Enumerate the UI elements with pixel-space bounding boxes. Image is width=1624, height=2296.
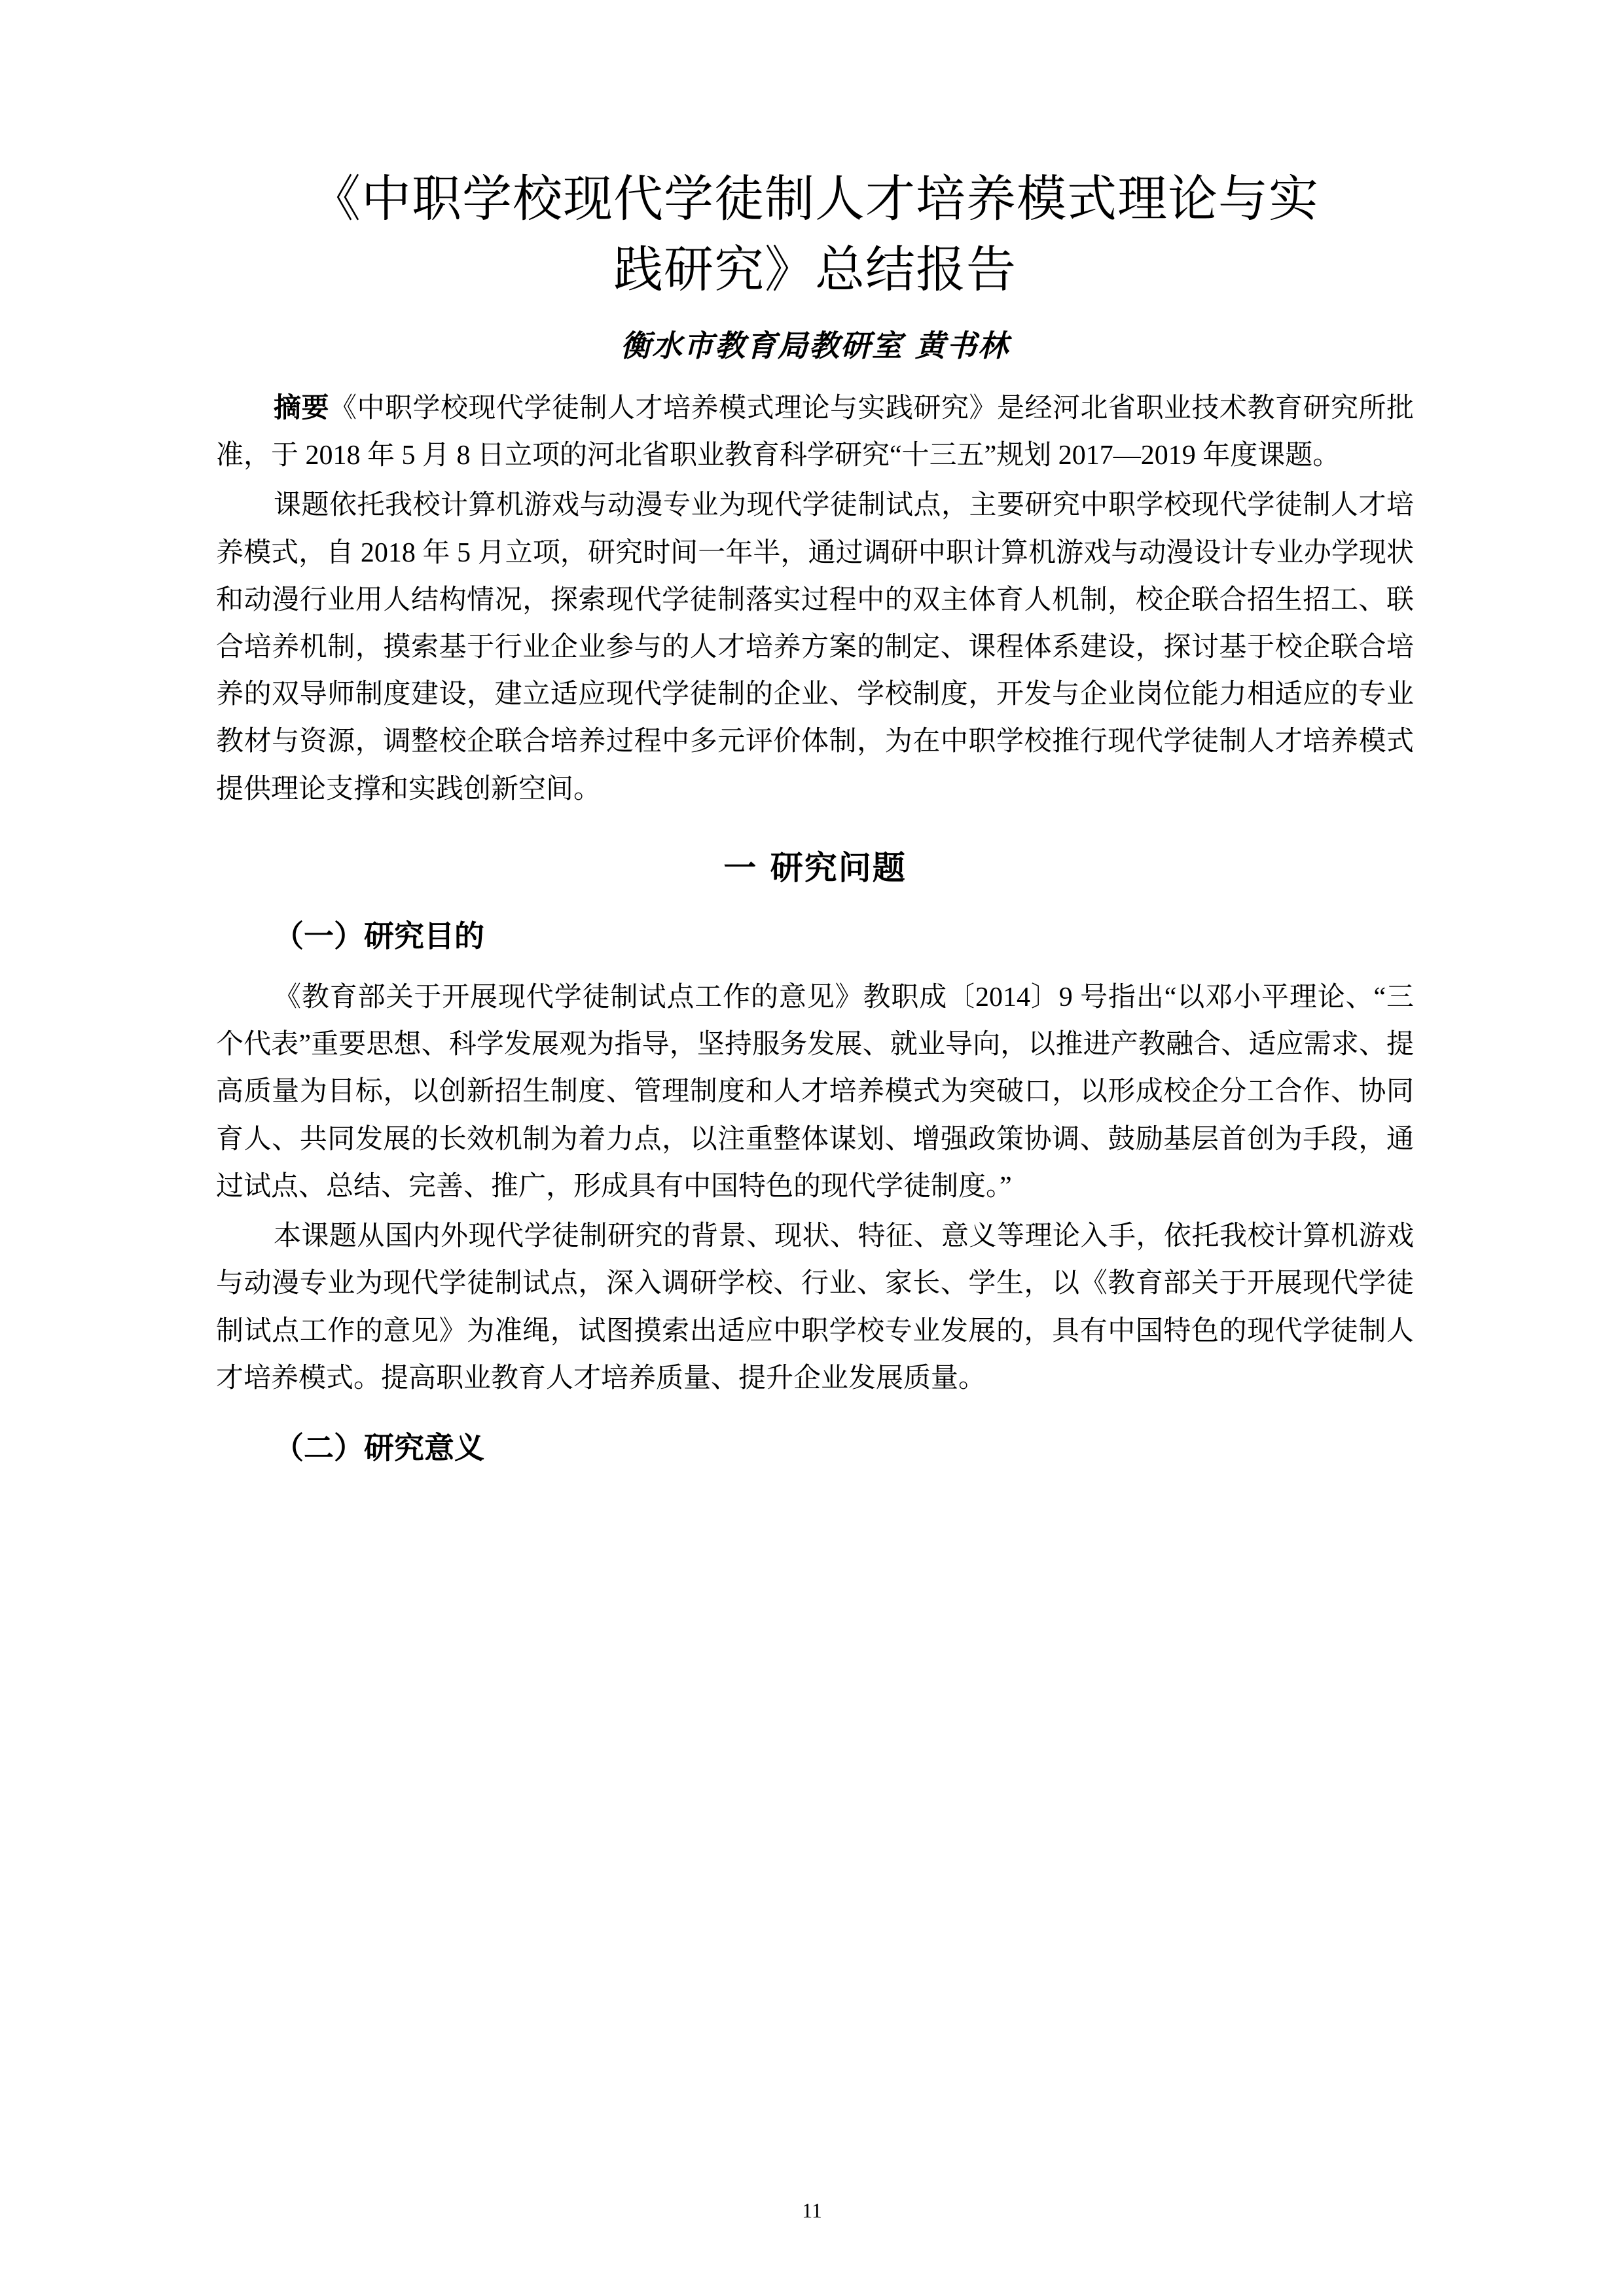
page-title: 《中职学校现代学徒制人才培养模式理论与实践研究》总结报告 [311, 170, 1319, 298]
page-number: 11 [802, 2198, 822, 2222]
document-author: 衡水市教育局教研室 黄书林 [620, 327, 1009, 363]
subsection-heading-1-1: （一）研究目的 [274, 918, 484, 954]
subsection-1-1-paragraph-1: 《教育部关于开展现代学徒制试点工作的意见》教职成〔2014〕9 号指出“以邓小平理论、“三个代表”重要思想、科学发展观为指导，坚持服务发展、就业导向，以推进产教融合、适应需求、提高质量为目标，以创新招生制度、管理制度和人才培养模式为突破口，以形成校企分工合作、协同育人、共同发展的长效机制为着力点，以注重整体谋划、增强政策协调、鼓励基层首创为手段，通过试点、总结、完善、推广，形成具有中国特色的现代学徒制度。” [216, 982, 1414, 1202]
abstract-text: 《中职学校现代学徒制人才培养模式理论与实践研究》是经河北省职业技术教育研究所批准，于 2018 年 5 月 8 日立项的河北省职业教育科学研究“十三五”规划 2017—2019 年度课题。 [216, 393, 1414, 471]
abstract-paragraph [216, 385, 1414, 479]
subsection-1-1-paragraph-2: 本课题从国内外现代学徒制研究的背景、现状、特征、意义等理论入手，依托我校计算机游戏与动漫专业为现代学徒制试点，深入调研学校、行业、家长、学生，以《教育部关于开展现代学徒制试点工作的意见》为准绳，试图摸索出适应中职学校专业发展的，具有中国特色的现代学徒制人才培养模式。提高职业教育人才培养质量、提升企业发展质量。 [216, 1221, 1414, 1393]
subsection-heading-1-2: （二）研究意义 [274, 1430, 484, 1466]
document-body [216, 164, 1414, 1486]
abstract-label: 摘要 [274, 393, 329, 423]
section-heading-1: 一 研究问题 [723, 848, 907, 887]
abstract-paragraph-2: 课题依托我校计算机游戏与动漫专业为现代学徒制试点，主要研究中职学校现代学徒制人才培养模式，自 2018 年 5 月立项，研究时间一年半，通过调研中职计算机游戏与动漫设计专业办学现状和动漫行业用人结构情况，探索现代学徒制落实过程中的双主体育人机制，校企联合招生招工、联合培养机制，摸索基于行业企业参与的人才培养方案的制定、课程体系建设，探讨基于校企联合培养的双导师制度建设，建立适应现代学徒制的企业、学校制度，开发与企业岗位能力相适应的专业教材与资源，调整校企联合培养过程中多元评价体制，为在中职学校推行现代学徒制人才培养模式提供理论支撑和实践创新空间。 [216, 490, 1414, 804]
